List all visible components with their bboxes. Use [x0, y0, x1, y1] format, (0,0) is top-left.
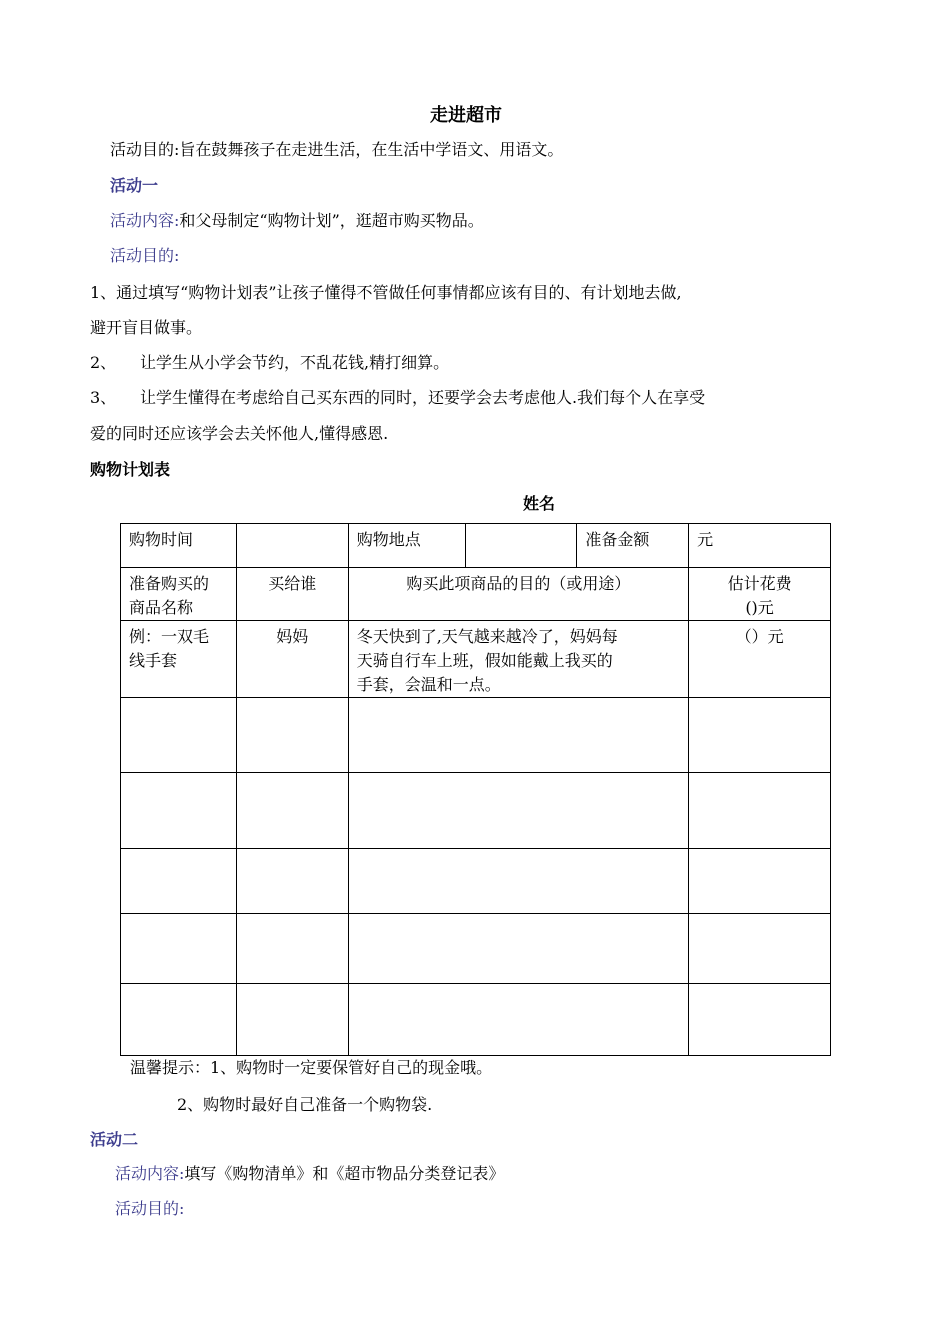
- point-2-line1: 让学生从小学会节约，不乱花钱,精打细算。: [140, 353, 450, 372]
- table-row: [121, 849, 831, 914]
- example-item-line1: 例：一双毛: [129, 627, 210, 646]
- table-row: [121, 984, 831, 1056]
- table-cell[interactable]: [689, 773, 831, 849]
- point-2-number: 2、: [90, 353, 117, 372]
- table-cell[interactable]: [121, 773, 237, 849]
- table-cell[interactable]: [348, 984, 688, 1056]
- activity1-purpose-label: 活动目的:: [110, 246, 180, 265]
- table-cell[interactable]: [689, 914, 831, 984]
- example-cost-cell: （）元: [689, 621, 831, 698]
- time-label-cell: 购物时间: [121, 524, 237, 568]
- table-cell[interactable]: [689, 698, 831, 773]
- for-whom-header-cell: 买给谁: [236, 568, 348, 621]
- place-value-cell[interactable]: [465, 524, 577, 568]
- example-item-line2: 线手套: [129, 651, 178, 670]
- table-row: [121, 914, 831, 984]
- activity1-content: [110, 208, 484, 231]
- example-purpose-line1: 冬天快到了,天气越来越冷了，妈妈每: [356, 627, 618, 646]
- shopping-plan-table: [120, 523, 831, 1056]
- table-row: [121, 524, 831, 568]
- activity2-content: [115, 1161, 504, 1184]
- example-purpose-cell: [348, 621, 688, 698]
- purpose-header-cell: 购买此项商品的目的（或用途）: [348, 568, 688, 621]
- table-cell[interactable]: [236, 849, 348, 914]
- example-item-cell: [121, 621, 237, 698]
- activity1-content-label: 活动内容:: [110, 211, 180, 230]
- table-cell[interactable]: [348, 773, 688, 849]
- budget-label-cell: 准备金额: [577, 524, 689, 568]
- activity1-heading: 活动一: [110, 176, 159, 195]
- item-header-line2: 商品名称: [129, 598, 194, 617]
- activity1-content-text: 和父母制定“购物计划”，逛超市购买物品。: [179, 211, 484, 230]
- table-row: [121, 773, 831, 849]
- point-3-line1: 让学生懂得在考虑给自己买东西的同时，还要学会去考虑他人.我们每个人在享受: [140, 388, 706, 407]
- table-cell[interactable]: [236, 698, 348, 773]
- name-label: 姓名: [523, 494, 556, 513]
- table-cell[interactable]: [348, 849, 688, 914]
- item-header-line1: 准备购买的: [129, 574, 210, 593]
- activity2-purpose-label: 活动目的:: [115, 1199, 185, 1218]
- time-value-cell[interactable]: [236, 524, 348, 568]
- table-cell[interactable]: [236, 984, 348, 1056]
- activity2-heading: 活动二: [90, 1130, 139, 1149]
- place-label-cell: 购物地点: [348, 524, 465, 568]
- plan-table-title: 购物计划表: [90, 460, 171, 479]
- cost-header-line2: ()元: [745, 598, 774, 617]
- example-for-whom-cell: 妈妈: [236, 621, 348, 698]
- tip-line-2: 2、购物时最好自己准备一个购物袋.: [177, 1095, 433, 1114]
- tip-line-1: 温馨提示：1、购物时一定要保管好自己的现金哦。: [130, 1058, 493, 1077]
- point-1-line1: 1、通过填写“购物计划表”让孩子懂得不管做任何事情都应该有目的、有计划地去做,: [90, 283, 682, 302]
- example-purpose-line2: 天骑自行车上班，假如能戴上我买的: [356, 651, 613, 670]
- table-cell[interactable]: [121, 914, 237, 984]
- page-title: 走进超市: [430, 105, 502, 126]
- activity2-content-label: 活动内容:: [115, 1164, 185, 1183]
- cost-header-line1: 估计花费: [727, 574, 792, 593]
- table-cell[interactable]: [689, 849, 831, 914]
- table-cell[interactable]: [348, 698, 688, 773]
- purpose-intro: 活动目的:旨在鼓舞孩子在走进生活，在生活中学语文、用语文。: [110, 140, 564, 159]
- table-row-example: [121, 621, 831, 698]
- point-3-line2: 爱的同时还应该学会去关怀他人,懂得感恩.: [90, 424, 389, 443]
- point-1-line2: 避开盲目做事。: [90, 318, 203, 337]
- example-purpose-line3: 手套，会温和一点。: [356, 675, 501, 694]
- table-cell[interactable]: [348, 914, 688, 984]
- table-cell[interactable]: [236, 914, 348, 984]
- item-header-cell: [121, 568, 237, 621]
- table-row: [121, 698, 831, 773]
- table-header-row: [121, 568, 831, 621]
- table-cell[interactable]: [121, 698, 237, 773]
- activity2-content-text: 填写《购物清单》和《超市物品分类登记表》: [184, 1164, 505, 1183]
- table-cell[interactable]: [689, 984, 831, 1056]
- point-3-number: 3、: [90, 388, 117, 407]
- table-cell[interactable]: [236, 773, 348, 849]
- budget-unit-cell[interactable]: 元: [689, 524, 831, 568]
- table-cell[interactable]: [121, 849, 237, 914]
- table-cell[interactable]: [121, 984, 237, 1056]
- cost-header-cell: [689, 568, 831, 621]
